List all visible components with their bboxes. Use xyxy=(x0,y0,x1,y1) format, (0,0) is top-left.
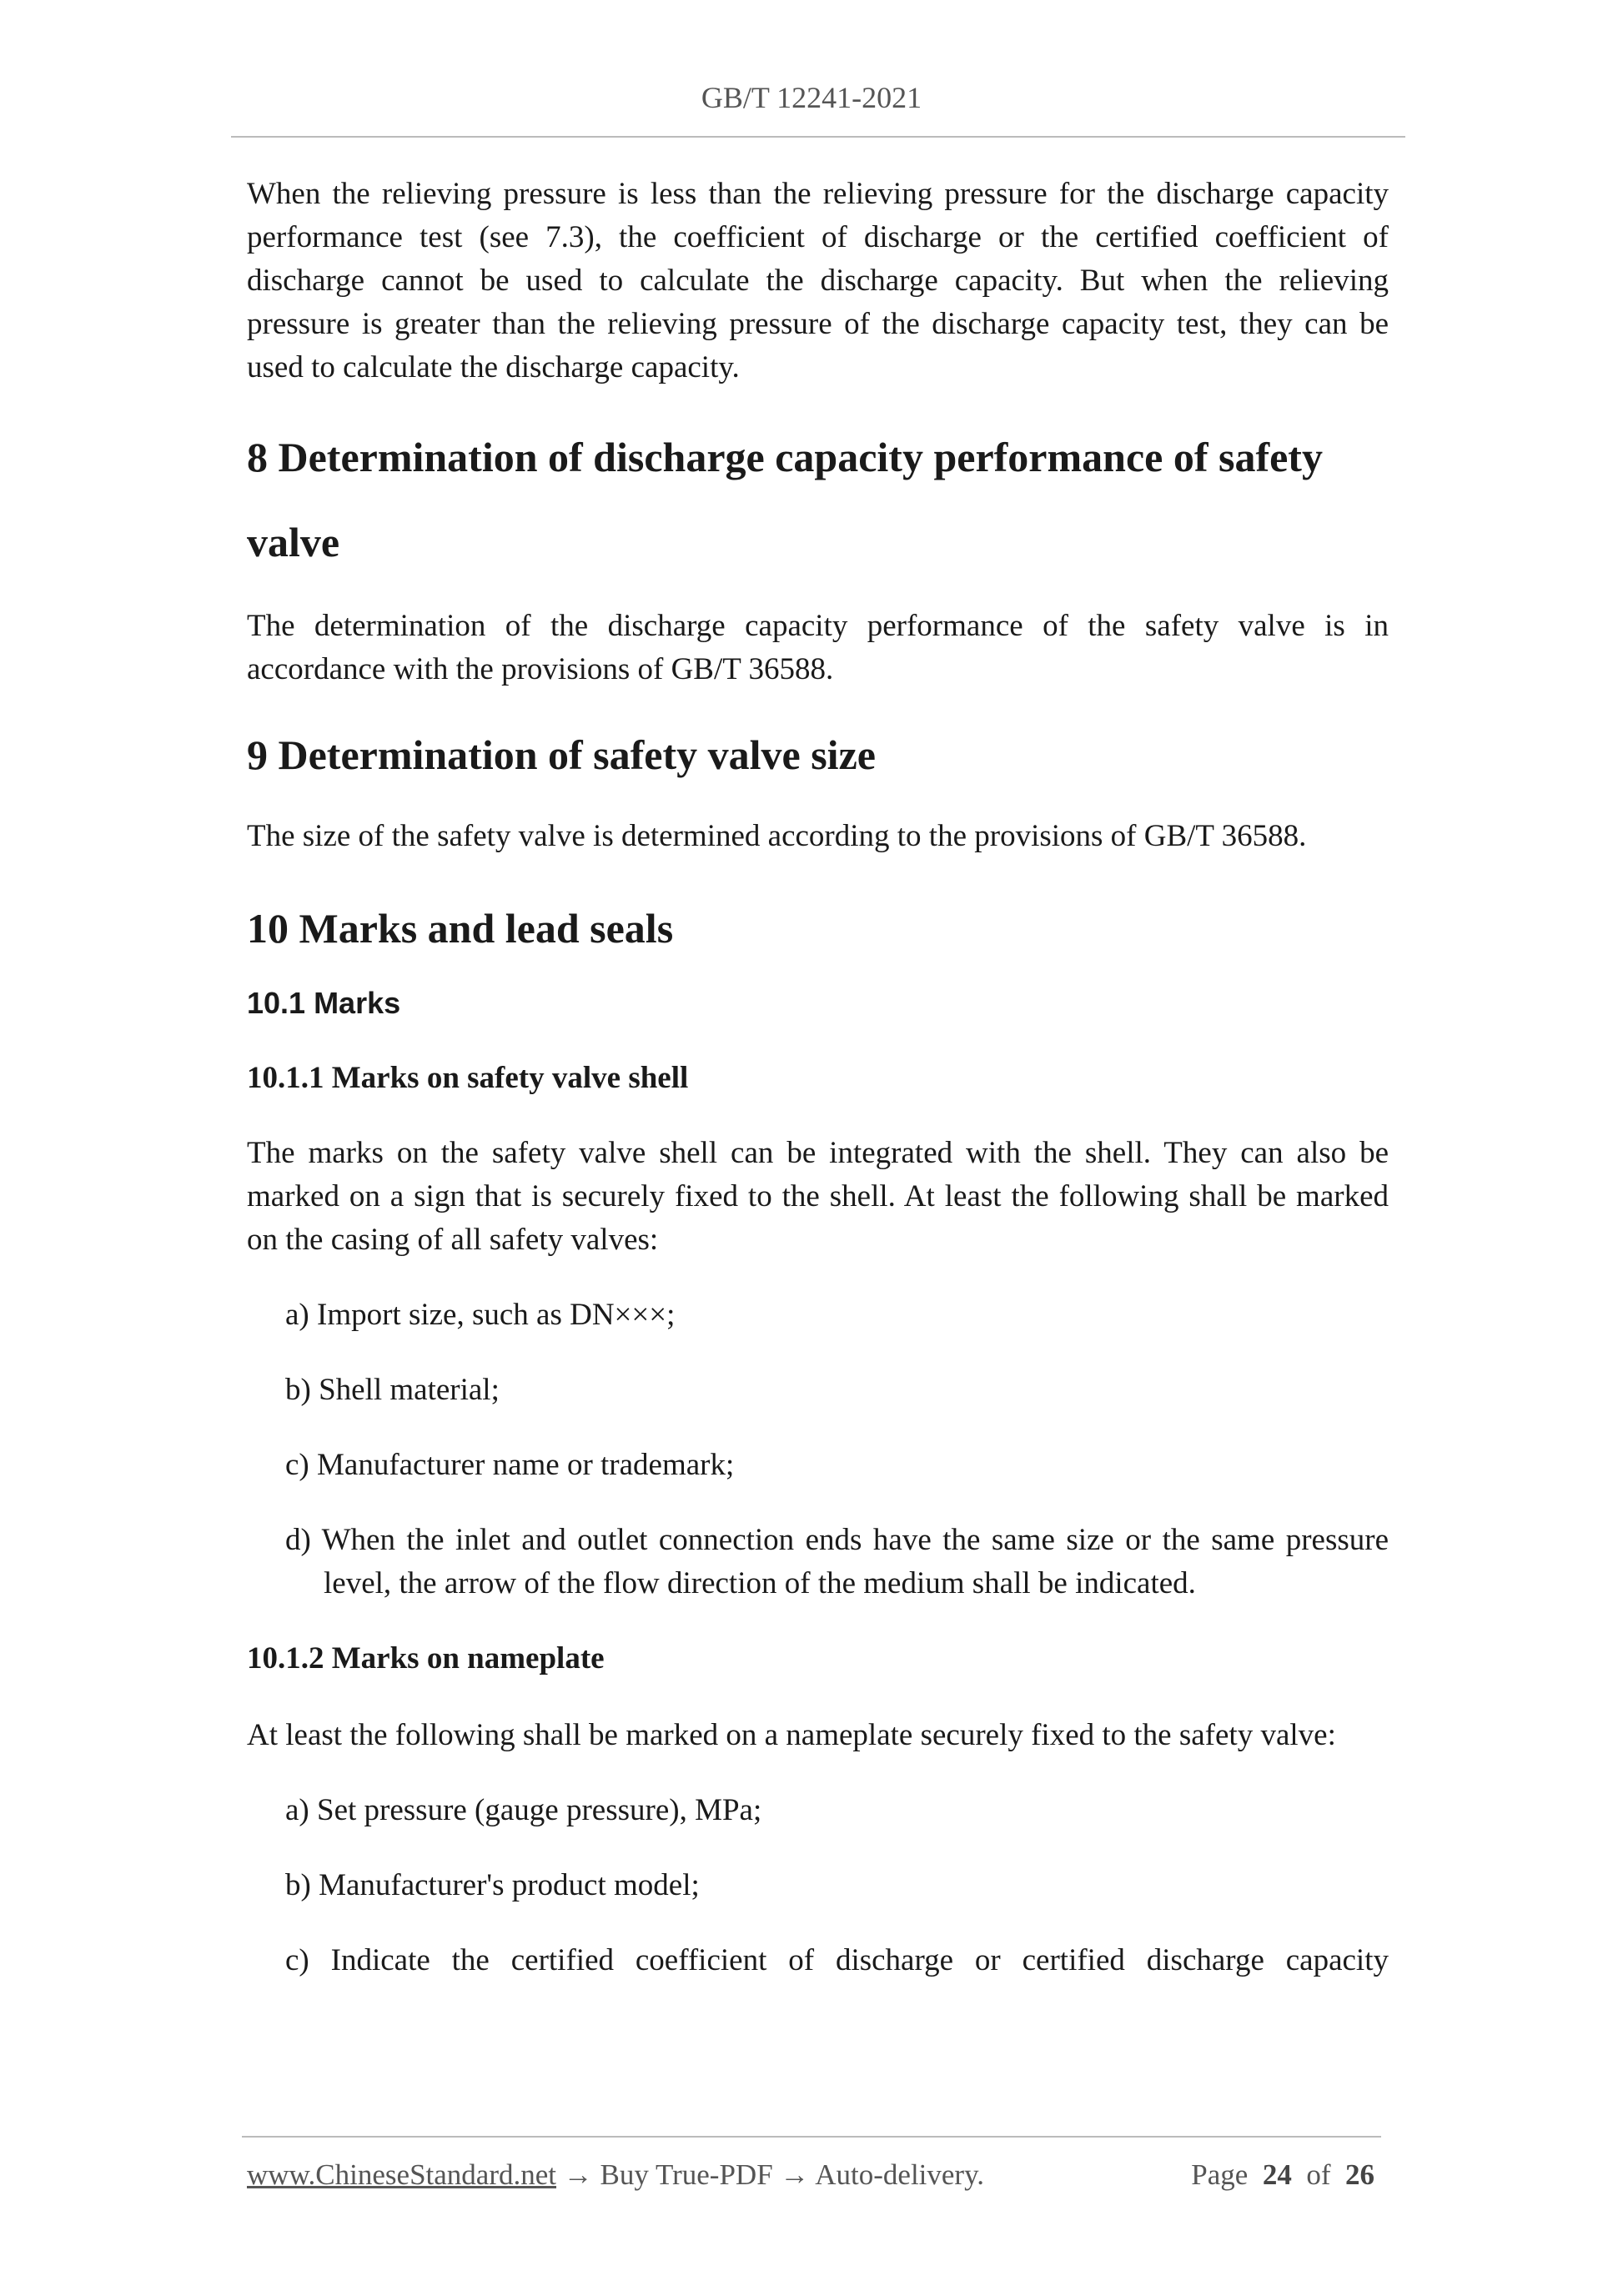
section-10-heading: 10 Marks and lead seals xyxy=(247,905,674,952)
arrow-right-icon: → xyxy=(780,2158,810,2191)
section-10-1-heading: 10.1 Marks xyxy=(247,986,401,1020)
list-item: d) When the inlet and outlet connection ends have the same size or the same pressure level, the arrow of the flow direction of the medium shall be indicated. xyxy=(285,1523,1389,1600)
footer-promo xyxy=(247,2158,984,2192)
list-item: b) Manufacturer's product model; xyxy=(285,1868,700,1902)
intro-paragraph: When the relieving pressure is less than the relieving pressure for the discharge capacity performance test (see 7.3), the coefficient of discharge or the certified coefficient of discharge cannot be used to calculate the discharge capacity. But when the relieving pressure is greater than the relieving pressure of the discharge capacity test, they can be used to calculate the discharge capacity. xyxy=(247,177,1389,384)
list-item: a) Set pressure (gauge pressure), MPa; xyxy=(285,1793,762,1827)
header-divider xyxy=(231,136,1405,138)
section-10-1-1-heading: 10.1.1 Marks on safety valve shell xyxy=(247,1061,689,1095)
list-item: c) Manufacturer name or trademark; xyxy=(285,1448,735,1482)
section-10-1-2-text: At least the following shall be marked on a nameplate securely fixed to the safety valve: xyxy=(247,1718,1336,1752)
auto-delivery-text: Auto-delivery. xyxy=(815,2158,985,2191)
arrow-right-icon: → xyxy=(563,2158,593,2191)
section-8-text: The determination of the discharge capacity performance of the safety valve is in accordance with the provisions of GB/T 36588. xyxy=(247,609,1389,686)
page-label: Page xyxy=(1191,2158,1249,2191)
section-10-1-1-text: The marks on the safety valve shell can be integrated with the shell. They can also be marked on a sign that is securely fixed to the shell. At least the following shall be marked on the casing of all safety valves: xyxy=(247,1136,1389,1257)
section-9-text: The size of the safety valve is determined according to the provisions of GB/T 36588. xyxy=(247,819,1307,853)
page-indicator xyxy=(1191,2158,1374,2192)
section-8-heading: 8 Determination of discharge capacity performance of safety valve xyxy=(247,434,1323,565)
buy-pdf-text: Buy True-PDF xyxy=(600,2158,773,2191)
footer-divider xyxy=(242,2136,1381,2138)
document-header: GB/T 12241-2021 xyxy=(701,81,922,114)
website-link[interactable]: www.ChineseStandard.net xyxy=(247,2158,556,2191)
page-content xyxy=(247,173,1389,1982)
list-item: b) Shell material; xyxy=(285,1373,500,1407)
page-number: 24 xyxy=(1262,2158,1292,2191)
section-10-1-2-heading: 10.1.2 Marks on nameplate xyxy=(247,1641,605,1676)
of-label: of xyxy=(1306,2158,1331,2191)
section-9-heading: 9 Determination of safety valve size xyxy=(247,731,876,778)
list-item: c) Indicate the certified coefficient of discharge or certified discharge capacity xyxy=(285,1943,1389,1977)
list-item: a) Import size, such as DN×××; xyxy=(285,1298,676,1332)
page-total: 26 xyxy=(1345,2158,1374,2191)
